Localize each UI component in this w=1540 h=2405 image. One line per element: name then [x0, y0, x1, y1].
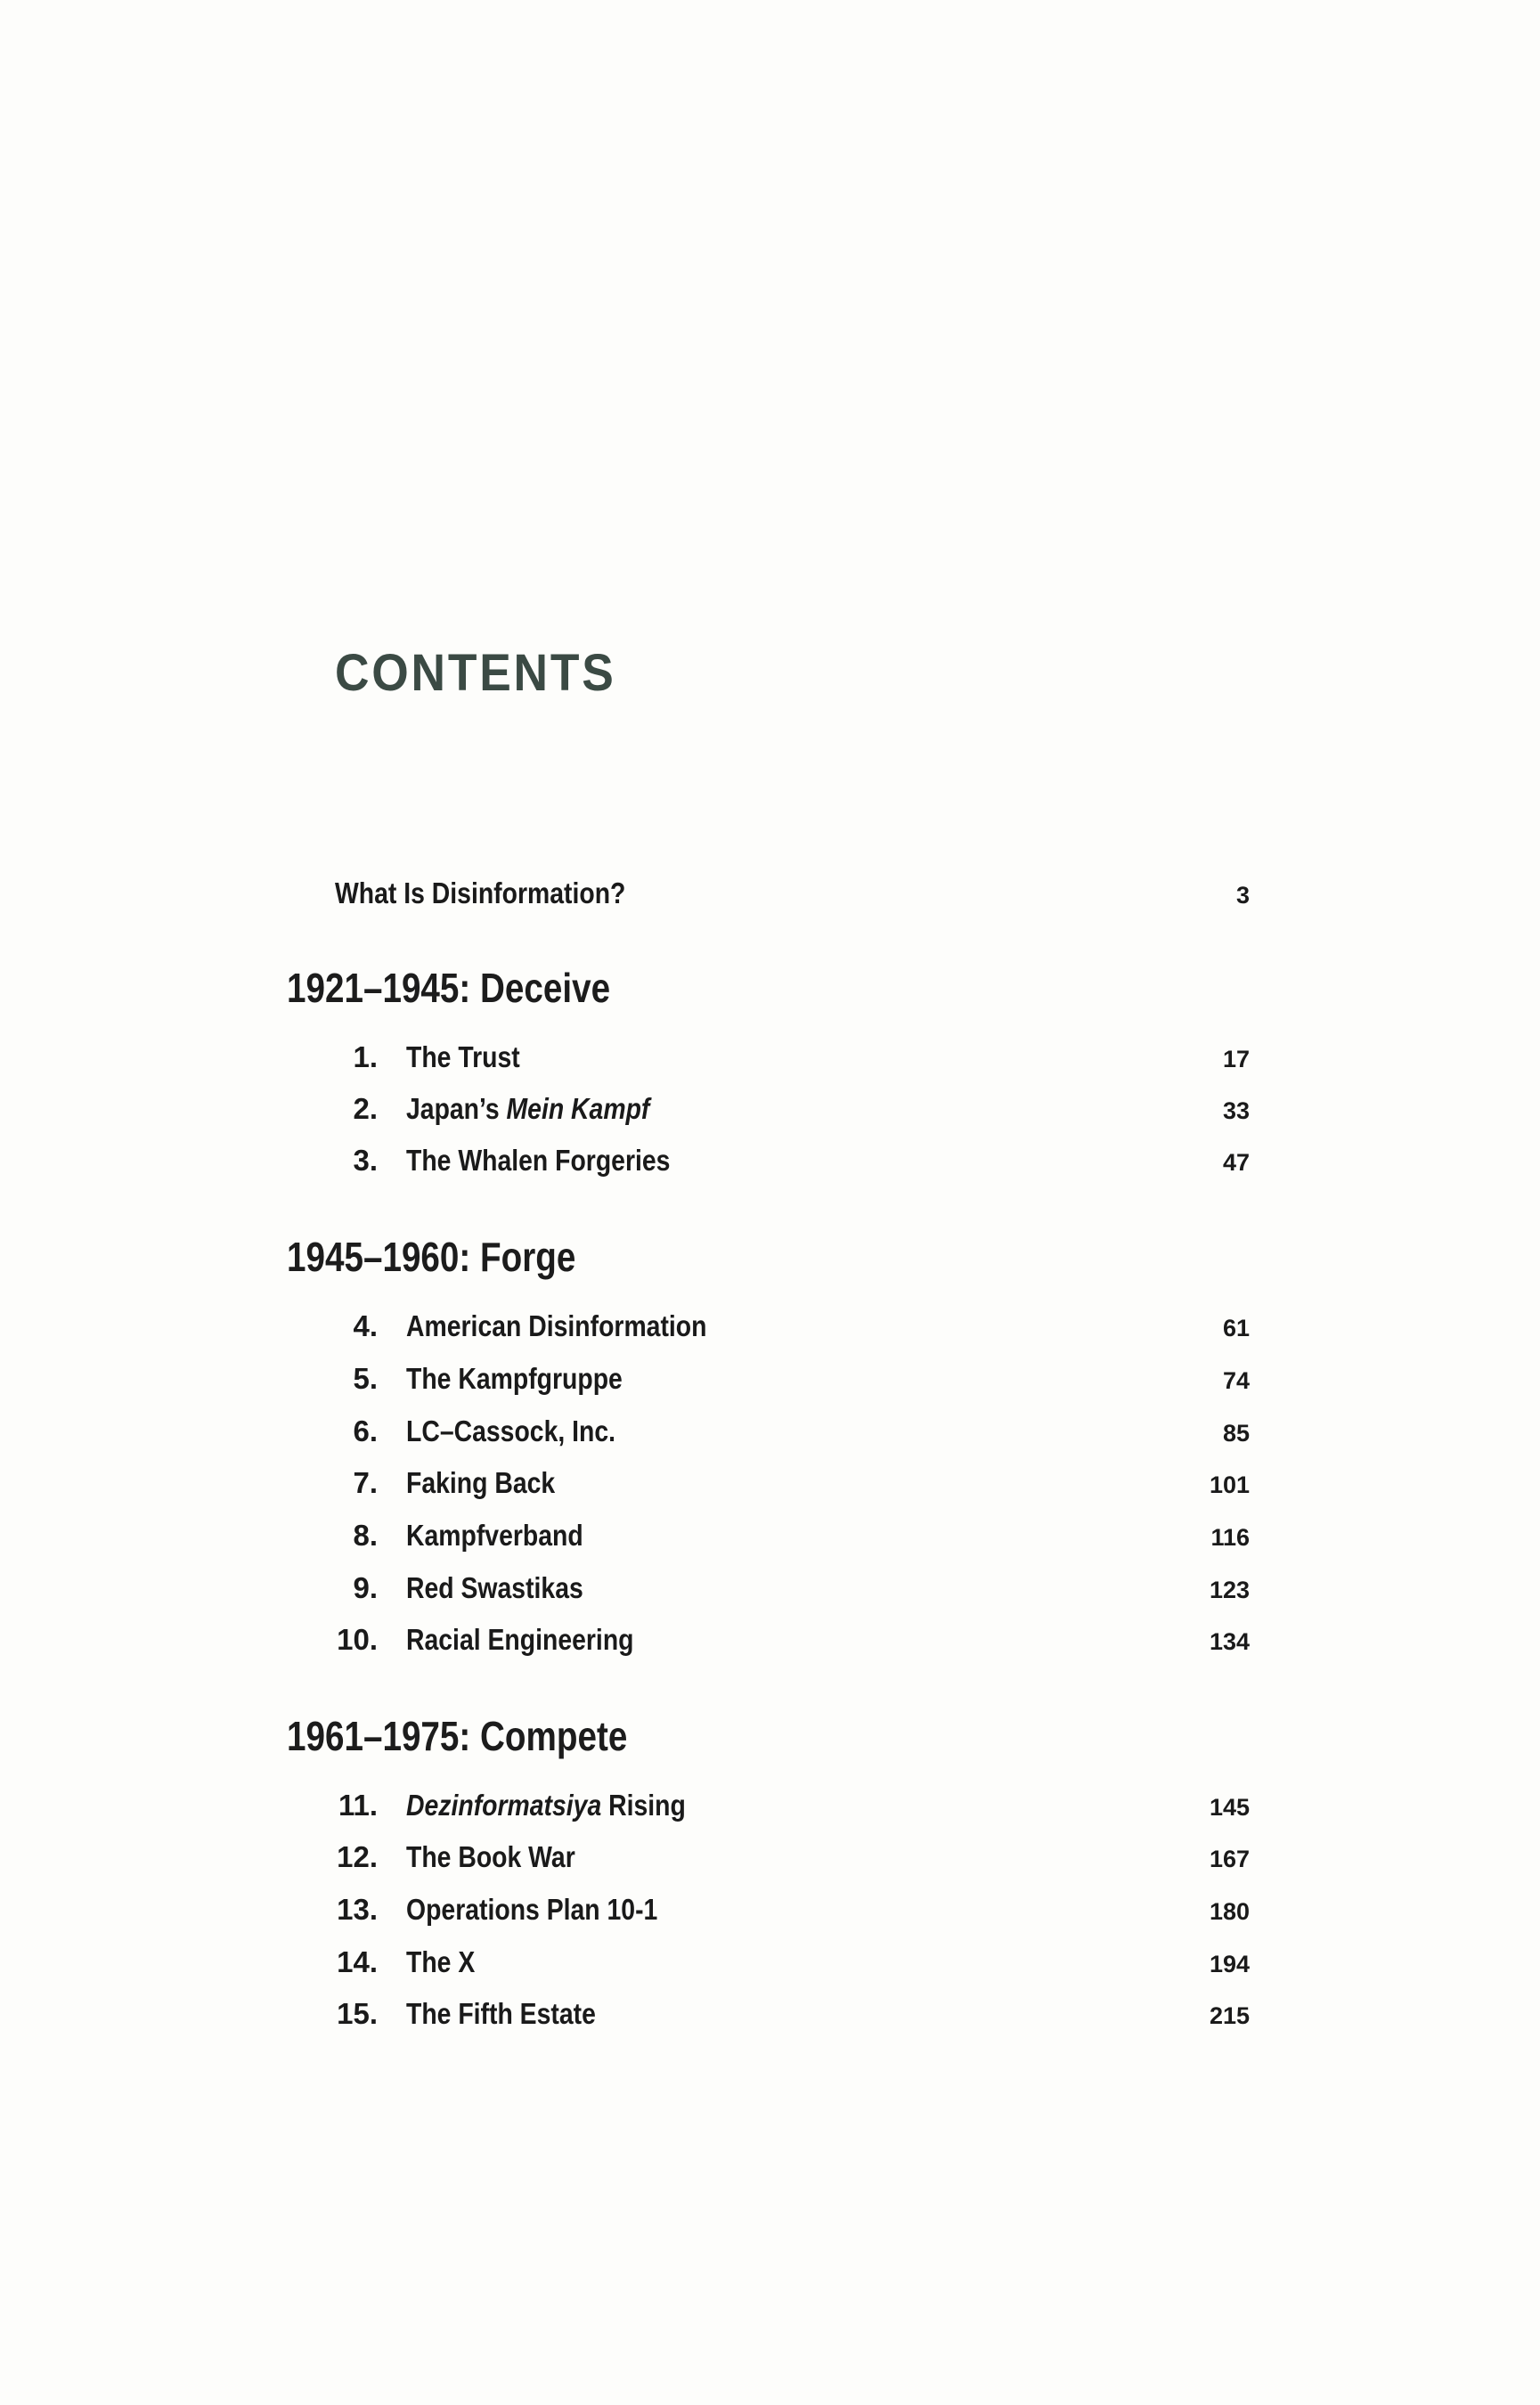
chapter-page-number: 180 — [1209, 1898, 1250, 1925]
toc-entry — [0, 1997, 1540, 2042]
chapter-number: 5. — [353, 1362, 378, 1395]
toc-entry — [0, 1144, 1540, 1188]
chapter-number: 3. — [353, 1144, 378, 1177]
chapter-page-number: 85 — [1222, 1420, 1250, 1447]
toc-entry — [0, 1840, 1540, 1885]
toc-entry — [0, 1309, 1540, 1354]
chapter-title: The Trust — [406, 1040, 520, 1073]
part-heading-2: 1945–1960: Forge — [287, 1234, 576, 1280]
chapter-page-number: 167 — [1209, 1846, 1250, 1872]
chapter-title: Red Swastikas — [406, 1571, 583, 1604]
chapter-number: 4. — [353, 1309, 378, 1342]
chapter-title: The Whalen Forgeries — [406, 1144, 671, 1177]
chapter-number: 2. — [353, 1092, 378, 1125]
chapter-title — [406, 1789, 686, 1822]
chapter-title: Racial Engineering — [406, 1623, 634, 1656]
chapter-number: 9. — [353, 1571, 378, 1604]
chapter-number: 1. — [353, 1040, 378, 1073]
toc-entry — [0, 1893, 1540, 1937]
toc-entry — [0, 1623, 1540, 1667]
chapter-number: 13. — [337, 1893, 378, 1926]
chapter-number: 12. — [337, 1840, 378, 1873]
toc-entry — [0, 1414, 1540, 1459]
chapter-number: 6. — [353, 1414, 378, 1447]
chapter-page-number: 74 — [1222, 1367, 1250, 1394]
chapter-title: Operations Plan 10-1 — [406, 1893, 658, 1926]
chapter-title-italic: Mein Kampf — [506, 1092, 650, 1125]
toc-entry-intro — [0, 876, 1540, 921]
chapter-page-number: 194 — [1209, 1951, 1250, 1977]
chapter-page-number: 116 — [1210, 1524, 1250, 1551]
contents-heading: CONTENTS — [335, 644, 616, 702]
chapter-title — [406, 1092, 649, 1126]
chapter-number: 11. — [338, 1789, 378, 1822]
toc-entry — [0, 1092, 1540, 1137]
chapter-number: 8. — [353, 1519, 378, 1552]
toc-entry — [0, 1362, 1540, 1406]
chapter-page-number: 215 — [1209, 2002, 1250, 2029]
chapter-number: 10. — [337, 1623, 378, 1656]
chapter-page-number: 134 — [1209, 1628, 1250, 1655]
toc-entry — [0, 1571, 1540, 1616]
toc-entry — [0, 1519, 1540, 1563]
chapter-title: Kampfverband — [406, 1519, 583, 1552]
chapter-page-number: 61 — [1222, 1315, 1250, 1341]
chapter-title: Faking Back — [406, 1466, 556, 1499]
toc-entry — [0, 1040, 1540, 1085]
chapter-title-text: Japan’s — [406, 1092, 507, 1125]
chapter-title: The Kampfgruppe — [406, 1362, 623, 1395]
chapter-page-number: 17 — [1222, 1046, 1250, 1072]
chapter-number: 14. — [337, 1945, 378, 1978]
toc-entry — [0, 1945, 1540, 1990]
chapter-number: 7. — [353, 1466, 378, 1499]
chapter-title: LC–Cassock, Inc. — [406, 1414, 616, 1447]
chapter-title: American Disinformation — [406, 1309, 707, 1342]
chapter-title: The Book War — [406, 1840, 575, 1873]
chapter-title: The X — [406, 1945, 476, 1978]
chapter-page-number: 33 — [1222, 1097, 1250, 1124]
part-heading-1: 1921–1945: Deceive — [287, 965, 611, 1011]
chapter-number: 15. — [337, 1997, 378, 2030]
chapter-title-text: Rising — [601, 1789, 686, 1822]
chapter-title: The Fifth Estate — [406, 1997, 596, 2030]
toc-entry — [0, 1466, 1540, 1511]
toc-entry — [0, 1789, 1540, 1833]
intro-title: What Is Disinformation? — [335, 876, 626, 909]
chapter-page-number: 123 — [1209, 1577, 1250, 1603]
chapter-page-number: 47 — [1222, 1149, 1250, 1176]
chapter-title-italic: Dezinformatsiya — [406, 1789, 602, 1822]
chapter-page-number: 101 — [1209, 1472, 1250, 1498]
chapter-page-number: 145 — [1209, 1794, 1250, 1821]
part-heading-3: 1961–1975: Compete — [287, 1713, 628, 1759]
intro-page-number: 3 — [1235, 882, 1250, 909]
